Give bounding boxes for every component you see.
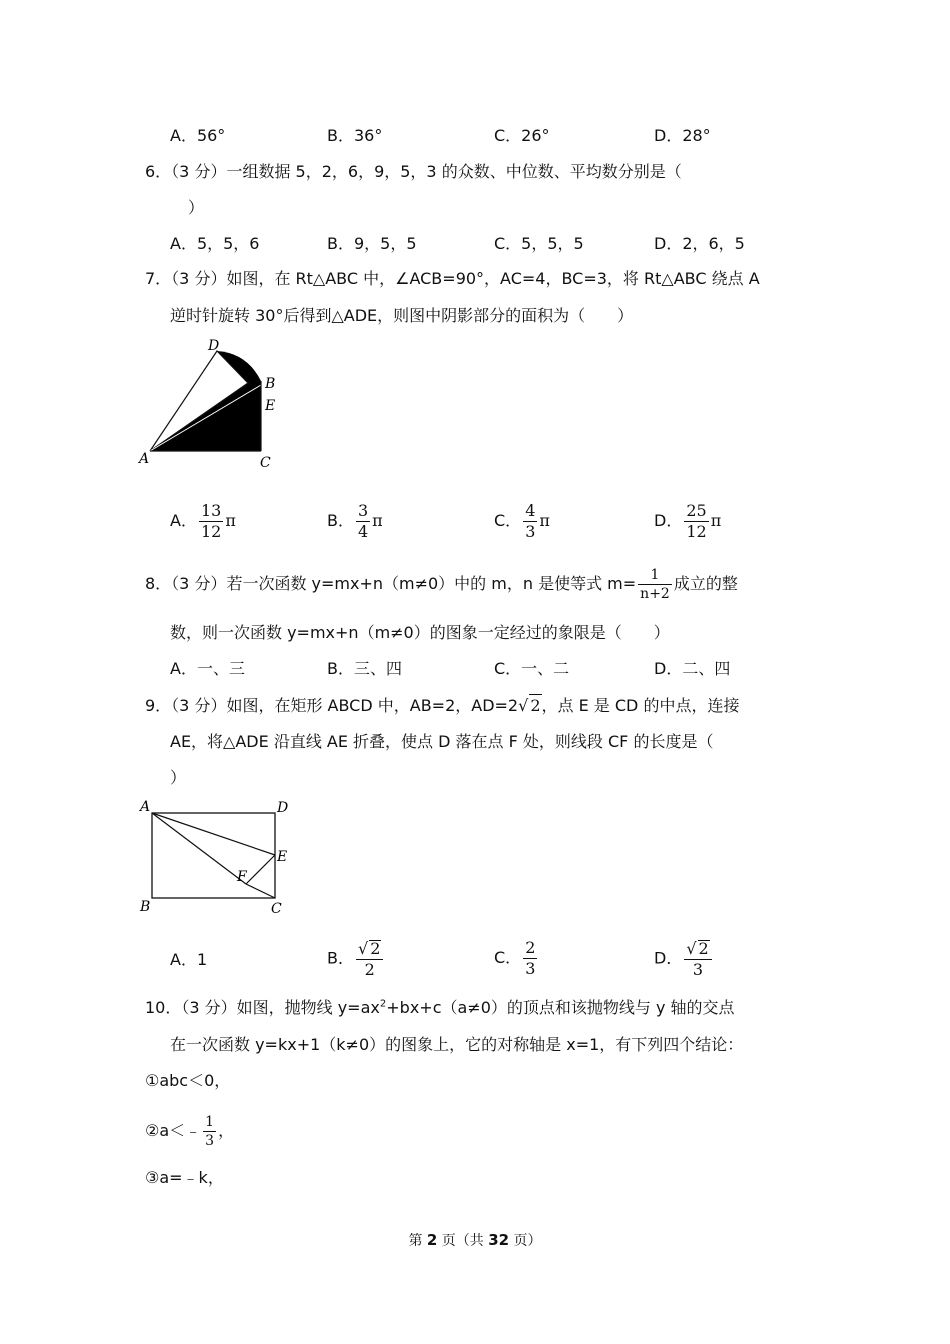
q10-stem-line2: 在一次函数 y=kx+1（k≠0）的图象上，它的对称轴是 x=1，有下列四个结论： — [170, 1035, 744, 1054]
q10-stem-line1: 10．（3 分）如图，抛物线 $y=ax^2+bx+c(a\ne 0)$的顶点和该抛物线与 y 轴的交点 — [145, 998, 735, 1017]
q9-label-c: C — [271, 901, 282, 917]
q7-stem-line1: 7．（3 分）如图，在 Rt△ABC 中，∠ACB=90°，AC=4，BC=3，将 Rt△ABC 绕点 A — [145, 269, 760, 288]
q9-stem-line3: ） — [170, 768, 187, 787]
q8-option-b: B．三、四 — [327, 659, 402, 678]
q9-label-b: B — [140, 899, 151, 915]
q5-option-c: C．26° — [494, 126, 550, 145]
q9-label-a: A — [140, 799, 151, 815]
q10-conclusion-1: ①abc＜0， — [145, 1071, 231, 1090]
q9-option-a: A．1 — [170, 950, 208, 969]
q8-stem-line2: 数，则一次函数 y=mx+n（m≠0）的图象一定经过的象限是（ ） — [170, 623, 670, 642]
q6-stem-line1: 6．（3 分）一组数据 5，2，6，9，5，3 的众数、中位数、平均数分别是（ — [145, 162, 682, 181]
q9-option-b: B． $\frac{√ 2}{2}$ — [327, 940, 385, 978]
q9-label-f: F — [237, 869, 247, 885]
q6-option-a: A．5，5，6 — [170, 234, 260, 253]
q8-option-a: A．一、三 — [170, 659, 245, 678]
q9-stem-line2: AE，将△ADE 沿直线 AE 折叠，使点 D 落在点 F 处，则线段 CF 的长度是（ — [170, 732, 714, 751]
q9-label-e: E — [277, 849, 288, 865]
q10-conclusion-3: ③a=﹣k， — [145, 1168, 224, 1187]
q7-label-d: D — [208, 338, 220, 354]
q8-option-c: C．一、二 — [494, 659, 570, 678]
page-footer: 第 2 页（共 32 页） — [408, 1231, 542, 1249]
q9-label-d: D — [277, 800, 289, 816]
q5-option-a: A．56° — [170, 126, 226, 145]
q7-option-c: C． $\frac{4}{3}$ π — [494, 501, 550, 541]
q6-option-c: C．5，5，5 — [494, 234, 584, 253]
q9-option-d: D． $\frac{√ 2}{3}$ — [654, 940, 714, 978]
q9-rectangle-figure — [135, 795, 300, 920]
q6-stem-line2: ） — [188, 198, 205, 217]
q7-option-d: D． $\frac{25}{12}$ π — [654, 501, 722, 541]
q7-label-b: B — [265, 376, 276, 392]
q5-option-d: D．28° — [654, 126, 711, 145]
q7-label-e: E — [265, 398, 276, 414]
q7-label-c: C — [260, 455, 271, 471]
q5-option-b: B．36° — [327, 126, 383, 145]
q7-option-b: B． $\frac{3}{4}$ π — [327, 501, 383, 541]
q6-option-b: B．9，5，5 — [327, 234, 417, 253]
q7-rotation-figure — [135, 333, 285, 473]
q8-stem-line1: 8．（3 分）若一次函数 y=mx+n（m≠0）中的 m，n 是使等式 m= $\frac{1}{n+2}$ 成立的整 — [145, 567, 738, 602]
q7-label-a: A — [139, 451, 150, 467]
q7-stem-line2: 逆时针旋转 30°后得到△ADE，则图中阴影部分的面积为（ ） — [170, 306, 634, 325]
q9-stem-line1: 9．（3 分）如图，在矩形 ABCD 中，AB=2，AD=2√ 2，点 E 是 CD 的中点，连接 — [145, 696, 740, 715]
sqrt-symbol: √ 2 — [518, 696, 541, 715]
q7-option-a: A． $\frac{13}{12}$ π — [170, 501, 236, 541]
q9-option-c: C． $\frac{2}{3}$ — [494, 938, 536, 978]
q8-option-d: D．二、四 — [654, 659, 731, 678]
q10-conclusion-2: ②a＜﹣ $\frac{1}{3}$ ， — [145, 1114, 235, 1149]
q6-option-d: D．2，6，5 — [654, 234, 745, 253]
